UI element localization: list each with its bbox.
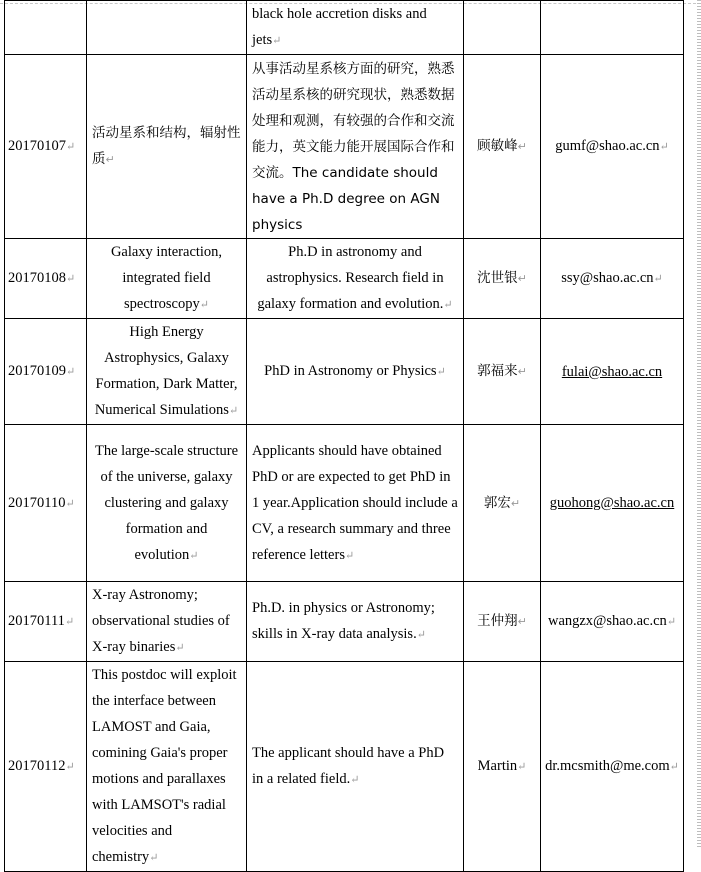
requirements-cell: black hole accretion disks and jets↵ <box>247 1 464 55</box>
contact-cell: 郭福来↵ <box>464 319 541 425</box>
research-field-cell: 活动星系和结构，辐射性质↵ <box>87 55 247 239</box>
contact-cell: 沈世银↵ <box>464 239 541 319</box>
contact-cell <box>464 1 541 55</box>
email-cell: dr.mcsmith@me.com↵ <box>541 662 684 872</box>
table-row <box>5 582 684 662</box>
requirements-cell: The applicant should have a PhD in a related field.↵ <box>247 662 464 872</box>
position-id-cell: 20170108↵ <box>5 239 87 319</box>
email-cell: ssy@shao.ac.cn↵ <box>541 239 684 319</box>
research-field-cell: High Energy Astrophysics, Galaxy Formation, Dark Matter, Numerical Simulations↵ <box>87 319 247 425</box>
email-cell: gumf@shao.ac.cn↵ <box>541 55 684 239</box>
postdoc-positions-table <box>4 0 684 872</box>
email-cell <box>541 319 684 425</box>
requirements-cell: Ph.D. in physics or Astronomy; skills in X-ray data analysis.↵ <box>247 582 464 662</box>
requirements-cell: PhD in Astronomy or Physics↵ <box>247 319 464 425</box>
position-id-cell <box>5 1 87 55</box>
contact-cell: Martin↵ <box>464 662 541 872</box>
page-right-margin-guide <box>697 0 701 847</box>
contact-cell: 顾敏峰↵ <box>464 55 541 239</box>
table-row <box>5 1 684 55</box>
research-field-cell: X-ray Astronomy; observational studies of X-ray binaries↵ <box>87 582 247 662</box>
position-id-cell: 20170111↵ <box>5 582 87 662</box>
table-row <box>5 425 684 582</box>
position-id-cell: 20170112↵ <box>5 662 87 872</box>
research-field-cell: The large-scale structure of the universe, galaxy clustering and galaxy formation and evolution↵ <box>87 425 247 582</box>
email-cell <box>541 1 684 55</box>
contact-cell: 郭宏↵ <box>464 425 541 582</box>
research-field-cell: Galaxy interaction, integrated field spectroscopy↵ <box>87 239 247 319</box>
contact-cell: 王仲翔↵ <box>464 582 541 662</box>
position-id-cell: 20170110↵ <box>5 425 87 582</box>
research-field-cell: This postdoc will exploit the interface between LAMOST and Gaia, comining Gaia's proper motions and parallaxes with LAMSOT's radial velocities and chemistry↵ <box>87 662 247 872</box>
email-cell: wangzx@shao.ac.cn↵ <box>541 582 684 662</box>
table-row <box>5 319 684 425</box>
table-row <box>5 55 684 239</box>
requirements-cell: Applicants should have obtained PhD or are expected to get PhD in 1 year.Application should include a CV, a research summary and three reference letters↵ <box>247 425 464 582</box>
table-row <box>5 662 684 872</box>
email-link[interactable]: guohong@shao.ac.cn <box>549 495 675 511</box>
research-field-cell <box>87 1 247 55</box>
email-cell <box>541 425 684 582</box>
requirements-cell: Ph.D in astronomy and astrophysics. Research field in galaxy formation and evolution.↵ <box>247 239 464 319</box>
requirements-cell: 从事活动星系核方面的研究，熟悉活动星系核的研究现状，熟悉数据处理和观测，有较强的合作和交流能力，英文能力能开展国际合作和交流。The candidate should have a Ph.D degree on AGN physics <box>247 55 464 239</box>
table-row <box>5 239 684 319</box>
position-id-cell: 20170109↵ <box>5 319 87 425</box>
email-link[interactable]: fulai@shao.ac.cn <box>561 363 663 380</box>
position-id-cell: 20170107↵ <box>5 55 87 239</box>
